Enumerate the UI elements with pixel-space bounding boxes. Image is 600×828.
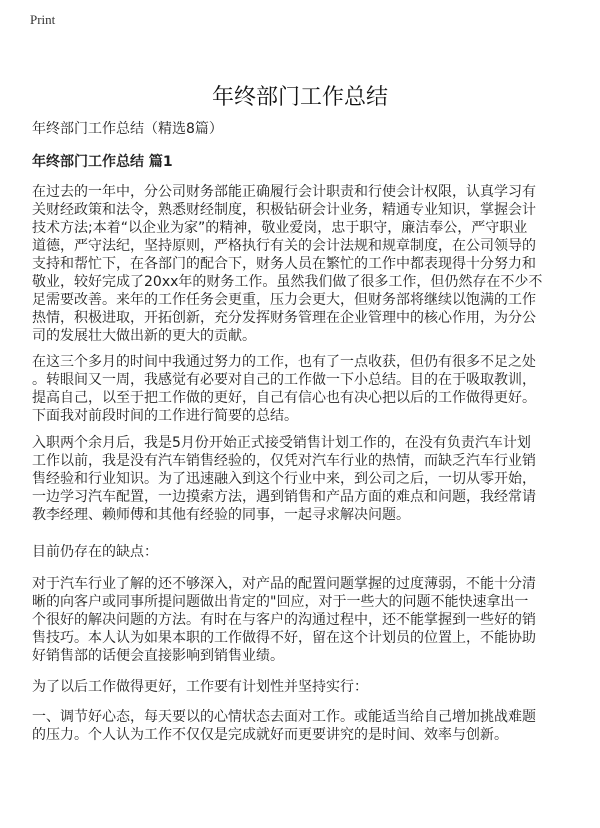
paragraph-line: 售技巧。本人认为如果本职的工作做得不好，留在这个计划员的位置上，不能协助: [32, 630, 536, 646]
paragraph-line: 在这三个多月的时间中我通过努力的工作，也有了一点收获，但仍有很多不足之处: [32, 354, 536, 370]
paragraph-line: 。转眼间又一周，我感觉有必要对自己的工作做一下小总结。目的在于吸取教训，: [32, 372, 536, 388]
paragraph-line: 一、调节好心态，每天要以的心情状态去面对工作。或能适当给自己增加挑战难题: [32, 709, 536, 725]
paragraph-line: 在过去的一年中，分公司财务部能正确履行会计职责和行使会计权限，认真学习有: [32, 184, 536, 200]
paragraph: [32, 434, 536, 524]
paragraph-line: 敬业，较好完成了20xx年的财务工作。虽然我们做了很多工作，但仍然存在不少不: [32, 274, 543, 290]
section-heading: 年终部门工作总结 篇1: [32, 154, 173, 170]
paragraph-line: 足需要改善。来年的工作任务会更重，压力会更大，但财务部将继续以饱满的工作: [32, 292, 536, 308]
paragraph-line: 的压力。个人认为工作不仅仅是完成就好而更要讲究的是时间、效率与创新。: [32, 727, 508, 743]
paragraph: [32, 708, 536, 744]
paragraph-line: 为了以后工作做得更好，工作要有计划性并坚持实行：: [32, 679, 368, 695]
paragraph-line: 对于汽车行业了解的还不够深入，对产品的配置问题掌握的过度薄弱，不能十分清: [32, 576, 536, 592]
paragraph-line: 关财经政策和法令，熟悉财经制度，积极钻研会计业务，精通专业知识，掌握会计: [32, 202, 536, 218]
paragraph-line: 道德，严守法纪，坚持原则，严格执行有关的会计法规和规章制度，在公司领导的: [32, 238, 536, 254]
paragraph-line: 教李经理、赖师傅和其他有经验的同事，一起寻求解决问题。: [32, 507, 410, 523]
paragraph-line: 售经验和行业知识。为了迅速融入到这个行业中来，到公司之后，一切从零开始，: [32, 471, 536, 487]
paragraph-line: 好销售部的话便会直接影响到销售业绩。: [32, 648, 284, 664]
paragraph: [32, 575, 536, 665]
paragraph-line: 晰的向客户或同事所提问题做出肯定的"回应，对于一些大的问题不能快速拿出一: [32, 594, 529, 610]
paragraph-line: 目前仍存在的缺点：: [32, 544, 158, 560]
paragraph: [32, 353, 536, 425]
paragraph-line: 热情，积极进取，开拓创新，充分发挥财务管理在企业管理中的核心作用，为分公: [32, 310, 536, 326]
paragraph-line: 司的发展壮大做出新的更大的贡献。: [32, 328, 256, 344]
paragraph-line: 工作以前，我是没有汽车销售经验的，仅凭对汽车行业的热情，而缺乏汽车行业销: [32, 453, 536, 469]
paragraph-line: 个很好的解决问题的方法。有时在与客户的沟通过程中，还不能掌握到一些好的销: [32, 612, 536, 628]
paragraph: [32, 543, 158, 561]
document-title: 年终部门工作总结: [211, 85, 388, 110]
document-subtitle: 年终部门工作总结（精选8篇）: [32, 121, 223, 137]
paragraph-line: 一边学习汽车配置，一边摸索方法，遇到销售和产品方面的难点和问题，我经常请: [32, 489, 536, 505]
paragraph-line: 提高自己，以至于把工作做的更好，自己有信心也有决心把以后的工作做得更好。: [32, 390, 536, 406]
print-link[interactable]: Print: [30, 12, 56, 27]
paragraph: [32, 678, 368, 696]
paragraph-line: 支持和帮忙下，在各部门的配合下，财务人员在繁忙的工作中都表现得十分努力和: [32, 256, 536, 272]
paragraph-line: 入职两个余月后，我是5月份开始正式接受销售计划工作的，在没有负责汽车计划: [32, 435, 531, 451]
paragraph: [32, 183, 542, 345]
paragraph-line: 下面我对前段时间的工作进行简要的总结。: [32, 408, 298, 424]
paragraph-line: 技术方法;本着“以企业为家”的精神，敬业爱岗，忠于职守，廉洁奉公，严守职业: [32, 220, 528, 236]
